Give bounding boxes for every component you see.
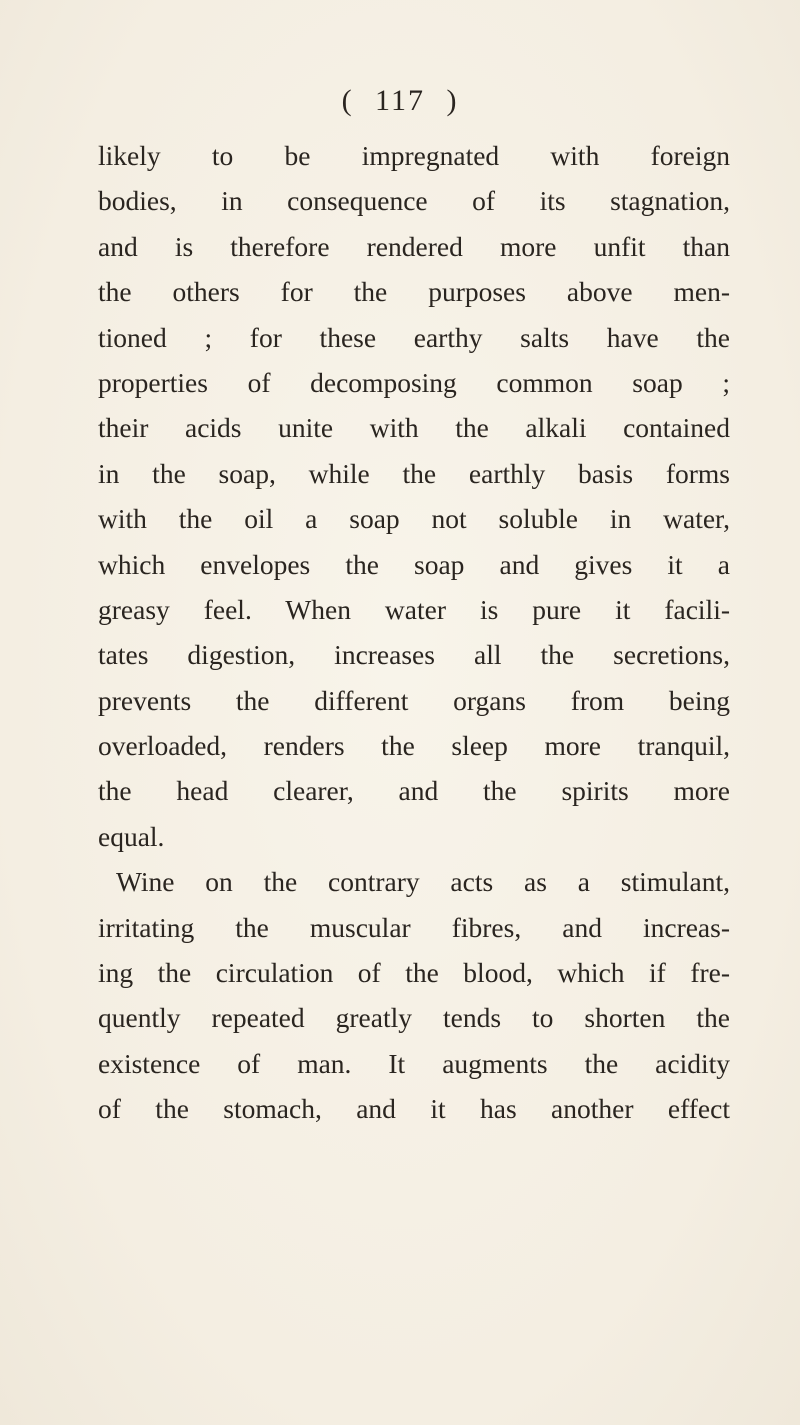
text-line: which envelopes the soap and gives it a bbox=[98, 548, 730, 580]
text-line: their acids unite with the alkali contained bbox=[98, 412, 730, 444]
text-line: the head clearer, and the spirits more bbox=[98, 775, 730, 807]
text-line: quently repeated greatly tends to shorten the bbox=[98, 1002, 730, 1034]
text-line: the others for the purposes above men- bbox=[98, 276, 730, 308]
body-text bbox=[98, 133, 730, 1132]
text-line: bodies, in consequence of its stagnation, bbox=[98, 185, 730, 217]
text-line: ing the circulation of the blood, which if fre- bbox=[98, 957, 730, 989]
text-line: properties of decomposing common soap ; bbox=[98, 366, 730, 398]
text-line: irritating the muscular fibres, and increas- bbox=[98, 911, 730, 943]
text-line: in the soap, while the earthly basis forms bbox=[98, 457, 730, 489]
paragraph-start-line: Wine on the contrary acts as a stimulant, bbox=[116, 866, 730, 898]
text-line: overloaded, renders the sleep more tranquil, bbox=[98, 730, 730, 762]
text-line: existence of man. It augments the acidity bbox=[98, 1047, 730, 1079]
text-line: tioned ; for these earthy salts have the bbox=[98, 321, 730, 353]
text-line: and is therefore rendered more unfit than bbox=[98, 230, 730, 262]
paragraph-end-line: equal. bbox=[98, 820, 165, 852]
text-line: likely to be impregnated with foreign bbox=[98, 140, 730, 171]
text-line: tates digestion, increases all the secretions, bbox=[98, 639, 730, 671]
text-line: prevents the different organs from being bbox=[98, 684, 730, 716]
text-line: with the oil a soap not soluble in water, bbox=[98, 503, 730, 535]
page-number: ( 117 ) bbox=[341, 84, 459, 117]
text-line: of the stomach, and it has another effect bbox=[98, 1093, 730, 1125]
text-line: greasy feel. When water is pure it facili- bbox=[98, 593, 730, 625]
